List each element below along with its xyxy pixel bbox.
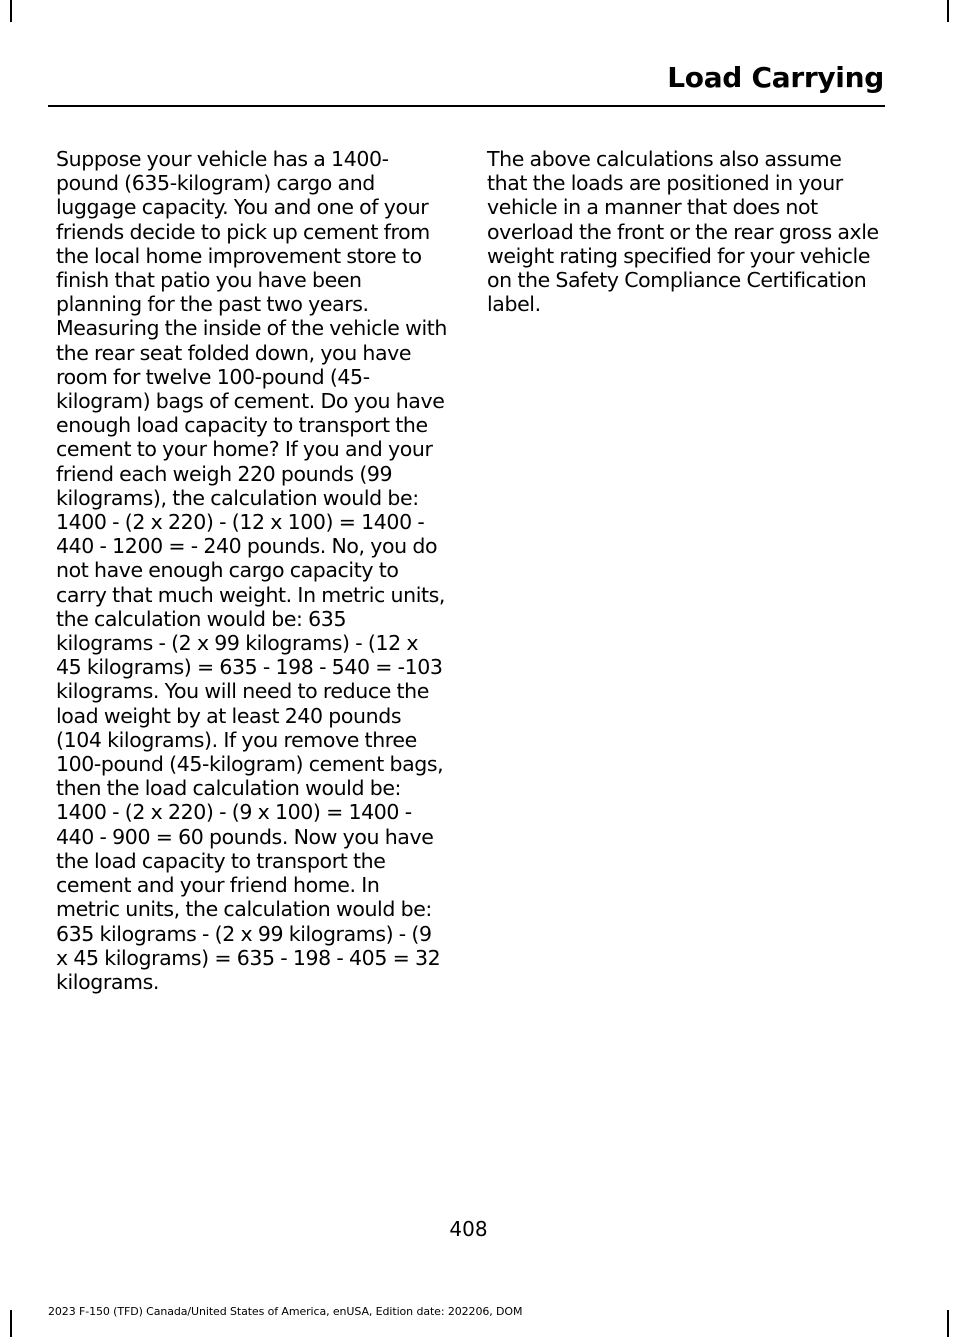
- header-divider: [48, 105, 885, 107]
- section-title: Load Carrying: [667, 61, 884, 94]
- crop-mark-top-left: [10, 0, 12, 22]
- edition-footer: 2023 F-150 (TFD) Canada/United States of America, enUSA, Edition date: 202206, DOM: [48, 1305, 523, 1318]
- crop-mark-bottom-right: [947, 1310, 949, 1337]
- crop-mark-bottom-left: [10, 1310, 12, 1337]
- page-number: 408: [449, 1217, 488, 1241]
- right-column-paragraph: The above calculations also assume that the loads are positioned in your vehicle in a manner that does not overload the front or the rear gross axle weight rating specified for your vehicle on the Safety Compliance Certification label.: [487, 147, 879, 317]
- left-column-paragraph: Suppose your vehicle has a 1400-pound (635-kilogram) cargo and luggage capacity. You and one of your friends decide to pick up cement from the local home improvement store to finish that patio you have been planning for the past two years. Measuring the inside of the vehicle with the rear seat folded down, you have room for twelve 100-pound (45-kilogram) bags of cement. Do you have enough load capacity to transport the cement to your home? If you and your friend each weigh 220 pounds (99 kilograms), the calculation would be: 1400 - (2 x 220) - (12 x 100) = 1400 - 440 - 1200 = - 240 pounds. No, you do not have enough cargo capacity to carry that much weight. In metric units, the calculation would be: 635 kilograms - (2 x 99 kilograms) - (12 x 45 kilograms) = 635 - 198 - 540 = -103 kilograms. You will need to reduce the load weight by at least 240 pounds (104 kilograms). If you remove three 100-pound (45-kilogram) cement bags, then the load calculation would be: 1400 - (2 x 220) - (9 x 100) = 1400 - 440 - 900 = 60 pounds. Now you have the load capacity to transport the cement and your friend home. In metric units, the calculation would be: 635 kilograms - (2 x 99 kilograms) - (9 x 45 kilograms) = 635 - 198 - 405 = 32 kilograms.: [56, 147, 448, 994]
- crop-mark-top-right: [947, 0, 949, 22]
